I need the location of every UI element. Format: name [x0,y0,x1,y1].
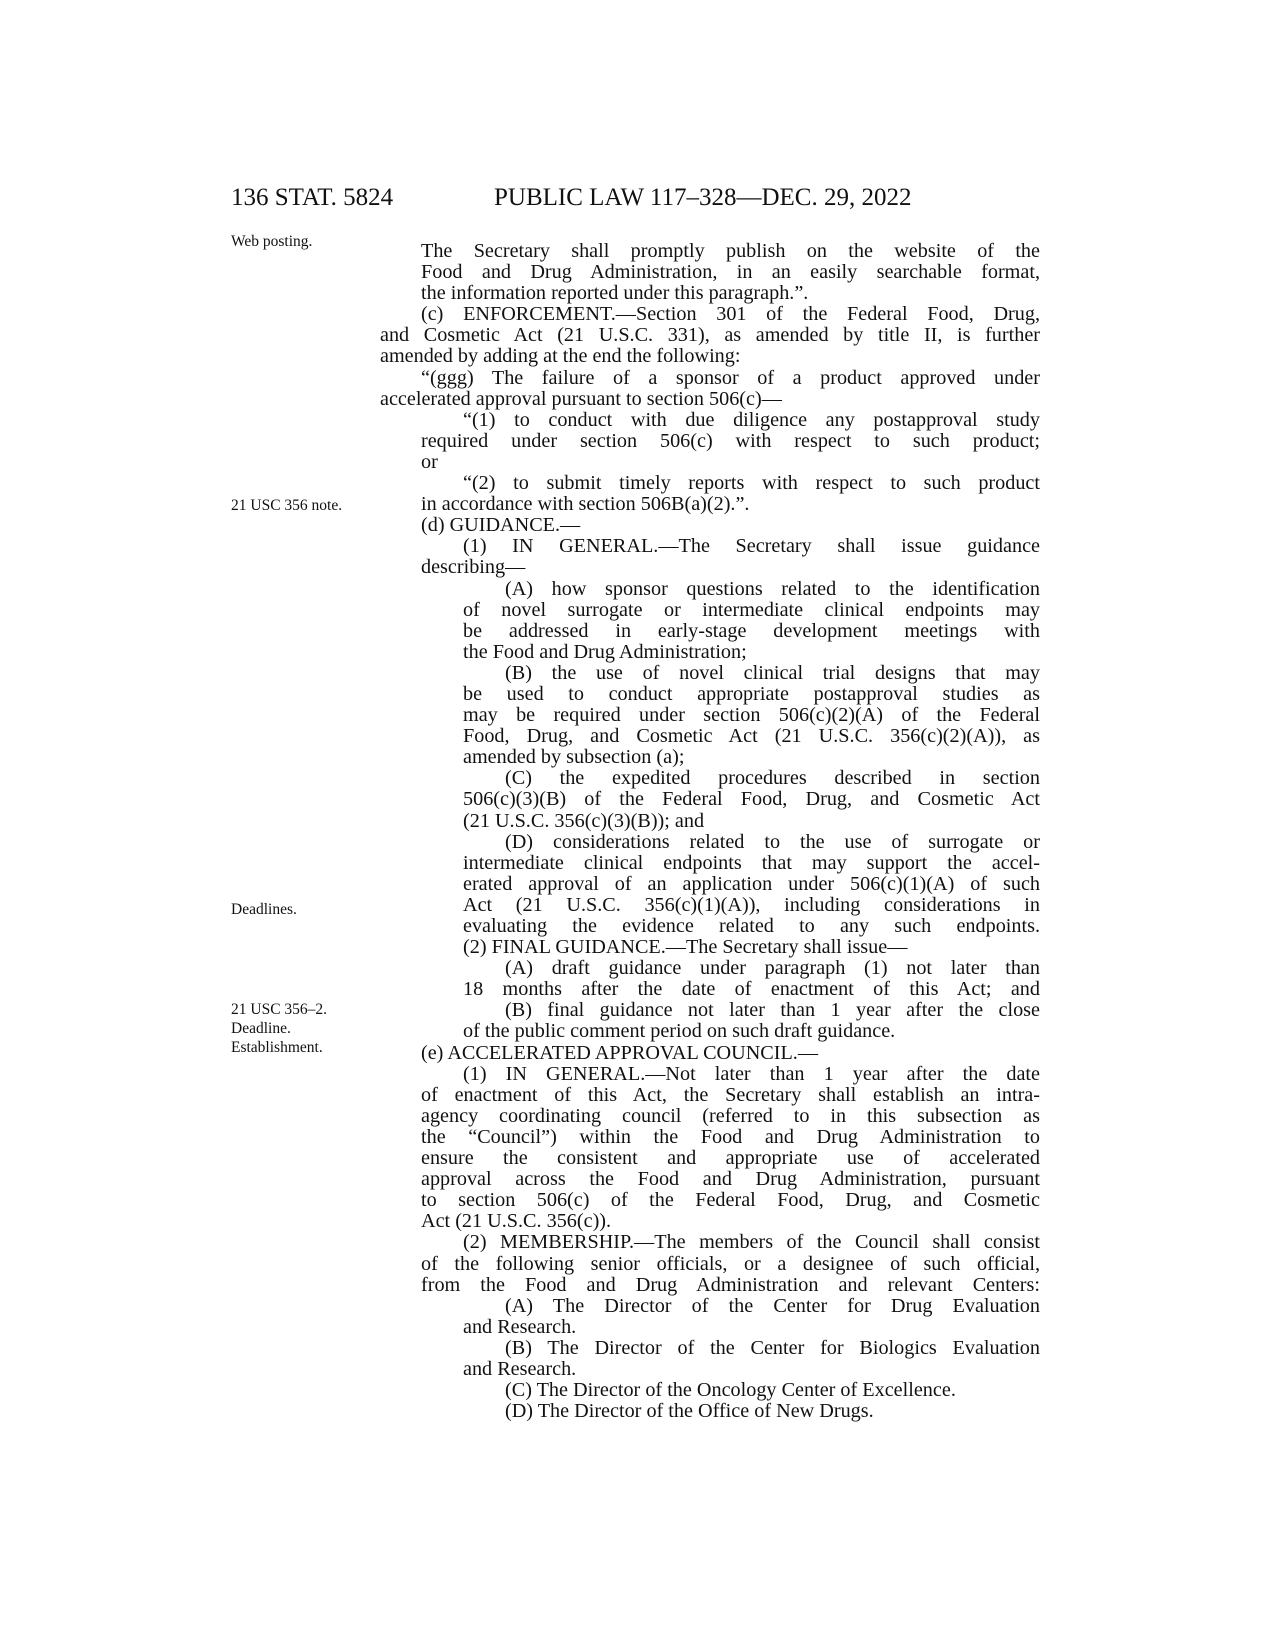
text-line: be used to conduct appropriate postapproval studies as [463,683,1040,705]
text-line: the Food and Drug Administration; [463,641,747,663]
text-line: amended by adding at the end the following: [380,346,741,368]
margin-note-establishment: Establishment. [231,1039,323,1056]
text-line: (D) The Director of the Office of New Drugs. [505,1401,874,1423]
page-header [0,184,1275,224]
text-line: 506(c)(3)(B) of the Federal Food, Drug, and Cosmetic Act [463,789,1040,811]
text-line: intermediate clinical endpoints that may support the accel- [463,852,1040,874]
text-line: 18 months after the date of enactment of this Act; and [463,979,1040,1001]
text-line: Food and Drug Administration, in an easily searchable format, [421,262,1040,284]
margin-note-deadline: Deadline. [231,1020,291,1037]
text-line: Act (21 U.S.C. 356(c)). [421,1211,612,1233]
text-line: (A) draft guidance under paragraph (1) not later than [505,958,1040,980]
text-line: required under section 506(c) with respect to such product; [421,430,1040,452]
text-line: (B) the use of novel clinical trial designs that may [505,662,1040,684]
statute-body [380,241,1040,1422]
public-law-title: PUBLIC LAW 117–328—DEC. 29, 2022 [494,184,912,211]
text-line: amended by subsection (a); [463,747,685,769]
text-line: approval across the Food and Drug Administration, pursuant [421,1169,1040,1191]
text-line: of enactment of this Act, the Secretary shall establish an intra- [421,1084,1040,1106]
text-line: or [421,451,438,473]
text-line: be addressed in early-stage development meetings with [463,620,1040,642]
text-line: (B) The Director of the Center for Biologics Evaluation [505,1337,1040,1359]
text-line: and Cosmetic Act (21 U.S.C. 331), as amended by title II, is further [380,325,1040,347]
text-line: The Secretary shall promptly publish on the website of the [421,241,1040,262]
margin-note-deadlines: Deadlines. [231,901,297,918]
text-line: ensure the consistent and appropriate use of accelerated [421,1148,1040,1170]
text-line: from the Food and Drug Administration and relevant Centers: [421,1274,1040,1296]
stat-page-number: 136 STAT. 5824 [231,184,394,211]
text-line: (1) IN GENERAL.—Not later than 1 year after the date [463,1063,1040,1085]
text-line: the “Council”) within the Food and Drug Administration to [421,1126,1040,1148]
text-line: erated approval of an application under 506(c)(1)(A) of such [463,873,1040,895]
text-line: (1) IN GENERAL.—The Secretary shall issue guidance [463,536,1040,558]
text-line: Food, Drug, and Cosmetic Act (21 U.S.C. 356(c)(2)(A)), as [463,726,1040,748]
text-line: (A) The Director of the Center for Drug Evaluation [505,1295,1040,1317]
text-line: (21 U.S.C. 356(c)(3)(B)); and [463,810,705,832]
text-line: (2) MEMBERSHIP.—The members of the Council shall consist [463,1232,1040,1254]
text-line: to section 506(c) of the Federal Food, Drug, and Cosmetic [421,1190,1040,1212]
subsection-heading-council: (e) ACCELERATED APPROVAL COUNCIL.— [421,1042,819,1064]
text-line: (C) The Director of the Oncology Center of Excellence. [505,1380,956,1402]
subsection-heading-guidance: (d) GUIDANCE.— [421,515,581,537]
text-line: describing— [421,557,526,579]
margin-note-web-posting: Web posting. [231,233,313,250]
text-line: and Research. [463,1358,577,1380]
text-line: the information reported under this paragraph.”. [421,283,809,305]
text-line: of the following senior officials, or a designee of such official, [421,1253,1040,1275]
text-line: accelerated approval pursuant to section 506(c)— [380,388,782,410]
text-line: may be required under section 506(c)(2)(A) of the Federal [463,705,1040,727]
text-line: (C) the expedited procedures described in section [505,768,1040,790]
text-line: (A) how sponsor questions related to the identification [505,578,1040,600]
text-line: (D) considerations related to the use of surrogate or [505,831,1040,853]
text-line: (B) final guidance not later than 1 year after the close [505,1000,1040,1022]
text-line: evaluating the evidence related to any such endpoints. [463,916,1040,937]
text-line: and Research. [463,1316,577,1338]
text-line: of the public comment period on such draft guidance. [463,1021,896,1043]
subsection-heading-enforcement: (c) ENFORCEMENT.—Section 301 of the Federal Food, Drug, [421,304,1040,326]
text-line: “(2) to submit timely reports with respect to such product [463,473,1040,495]
margin-note-usc-356-note: 21 USC 356 note. [231,497,343,514]
text-line: in accordance with section 506B(a)(2).”. [421,494,750,516]
text-line: (2) FINAL GUIDANCE.—The Secretary shall issue— [463,937,908,959]
margin-note-usc-356-2: 21 USC 356–2. [231,1001,328,1018]
text-line: “(ggg) The failure of a sponsor of a product approved under [421,367,1040,389]
text-line: “(1) to conduct with due diligence any postapproval study [463,409,1040,431]
text-line: Act (21 U.S.C. 356(c)(1)(A)), including considerations in [463,894,1040,916]
text-line: of novel surrogate or intermediate clinical endpoints may [463,599,1040,621]
text-line: agency coordinating council (referred to in this subsection as [421,1105,1040,1127]
